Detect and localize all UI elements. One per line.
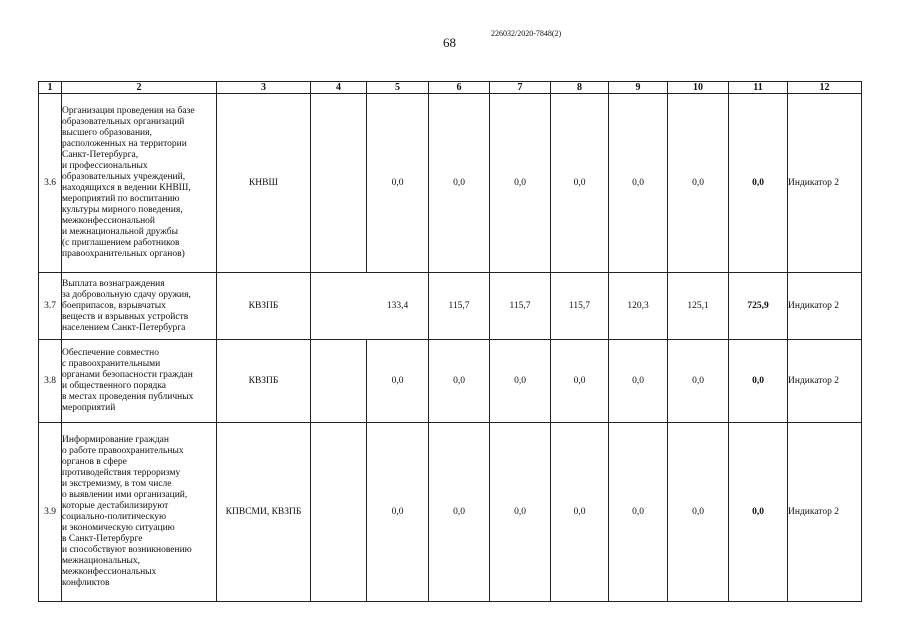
year-value: 0,0 <box>551 423 609 602</box>
row-number: 3.7 <box>39 273 62 340</box>
year-value: 0,0 <box>367 340 429 423</box>
total-value: 725,9 <box>729 273 788 340</box>
year-value: 0,0 <box>551 340 609 423</box>
column-header: 4 <box>311 82 367 94</box>
funding-source-cell <box>311 340 367 423</box>
column-header: 2 <box>62 82 217 94</box>
total-value: 0,0 <box>729 94 788 273</box>
table-row <box>39 94 862 273</box>
year-value: 0,0 <box>429 340 490 423</box>
year-value: 120,3 <box>609 273 668 340</box>
column-header: 8 <box>551 82 609 94</box>
year-value: 0,0 <box>609 94 668 273</box>
year-value: 0,0 <box>551 94 609 273</box>
indicator-reference: Индикатор 2 <box>788 423 862 602</box>
year-value: 0,0 <box>490 340 551 423</box>
year-value: 115,7 <box>551 273 609 340</box>
column-header: 5 <box>367 82 429 94</box>
total-value: 0,0 <box>729 423 788 602</box>
activity-name: Информирование граждан о работе правоохранительных органов в сфере противодействия терроризму и экстремизму, в том числе о выявлении ими организаций, которые дестабилизируют социально-политическую и экономическую ситуацию в Санкт-Петербурге и способствуют возникновению межнациональных, межконфессиональных конфликтов <box>62 423 217 602</box>
column-header: 6 <box>429 82 490 94</box>
activity-name: Выплата вознаграждения за добровольную сдачу оружия, боеприпасов, взрывчатых веществ и взрывных устройств населением Санкт-Петербурга <box>62 273 217 340</box>
year-value: 0,0 <box>490 94 551 273</box>
column-header: 11 <box>729 82 788 94</box>
column-header: 10 <box>668 82 729 94</box>
column-header: 12 <box>788 82 862 94</box>
year-value: 0,0 <box>609 340 668 423</box>
year-value: 0,0 <box>367 94 429 273</box>
page-number: 68 <box>443 35 456 50</box>
year-value: 0,0 <box>668 94 729 273</box>
responsible-executor: КВЗПБ <box>217 340 311 423</box>
column-header: 9 <box>609 82 668 94</box>
activity-name: Организация проведения на базе образовательных организаций высшего образования, расположенных на территории Санкт-Петербурга, и профессиональных образовательных учреждений, находящихся в ведении КНВШ, мероприятий по воспитанию культуры мирного поведения, межконфессиональной и межнациональной дружбы (с приглашением работников правоохранительных органов) <box>62 94 217 273</box>
year-value: 115,7 <box>490 273 551 340</box>
funding-source-cell <box>311 423 367 602</box>
column-number-row <box>39 82 862 94</box>
year-value: 115,7 <box>429 273 490 340</box>
year-value: 0,0 <box>609 423 668 602</box>
table-row <box>39 340 862 423</box>
year-value: 0,0 <box>668 423 729 602</box>
row-number: 3.9 <box>39 423 62 602</box>
total-value: 0,0 <box>729 340 788 423</box>
column-header: 7 <box>490 82 551 94</box>
document-registration-code: 226032/2020-7848(2) <box>491 29 562 38</box>
table-row <box>39 273 862 340</box>
indicator-reference: Индикатор 2 <box>788 273 862 340</box>
year-value: 125,1 <box>668 273 729 340</box>
year-value: 0,0 <box>429 423 490 602</box>
activity-name: Обеспечение совместно с правоохранительными органами безопасности граждан и общественного порядка в местах проведения публичных мероприятий <box>62 340 217 423</box>
funding-source-cell <box>311 94 367 273</box>
year-value: 0,0 <box>367 423 429 602</box>
column-header: 1 <box>39 82 62 94</box>
responsible-executor: КПВСМИ, КВЗПБ <box>217 423 311 602</box>
year-value: 0,0 <box>429 94 490 273</box>
year-value: 0,0 <box>490 423 551 602</box>
indicator-reference: Индикатор 2 <box>788 340 862 423</box>
column-header: 3 <box>217 82 311 94</box>
year-value: 0,0 <box>668 340 729 423</box>
year-value: 133,4 <box>367 273 429 340</box>
row-number: 3.8 <box>39 340 62 423</box>
responsible-executor: КВЗПБ <box>217 273 311 340</box>
indicator-reference: Индикатор 2 <box>788 94 862 273</box>
funding-source-cell <box>311 273 367 340</box>
table-row <box>39 423 862 602</box>
program-activities-table <box>38 81 862 602</box>
responsible-executor: КНВШ <box>217 94 311 273</box>
row-number: 3.6 <box>39 94 62 273</box>
